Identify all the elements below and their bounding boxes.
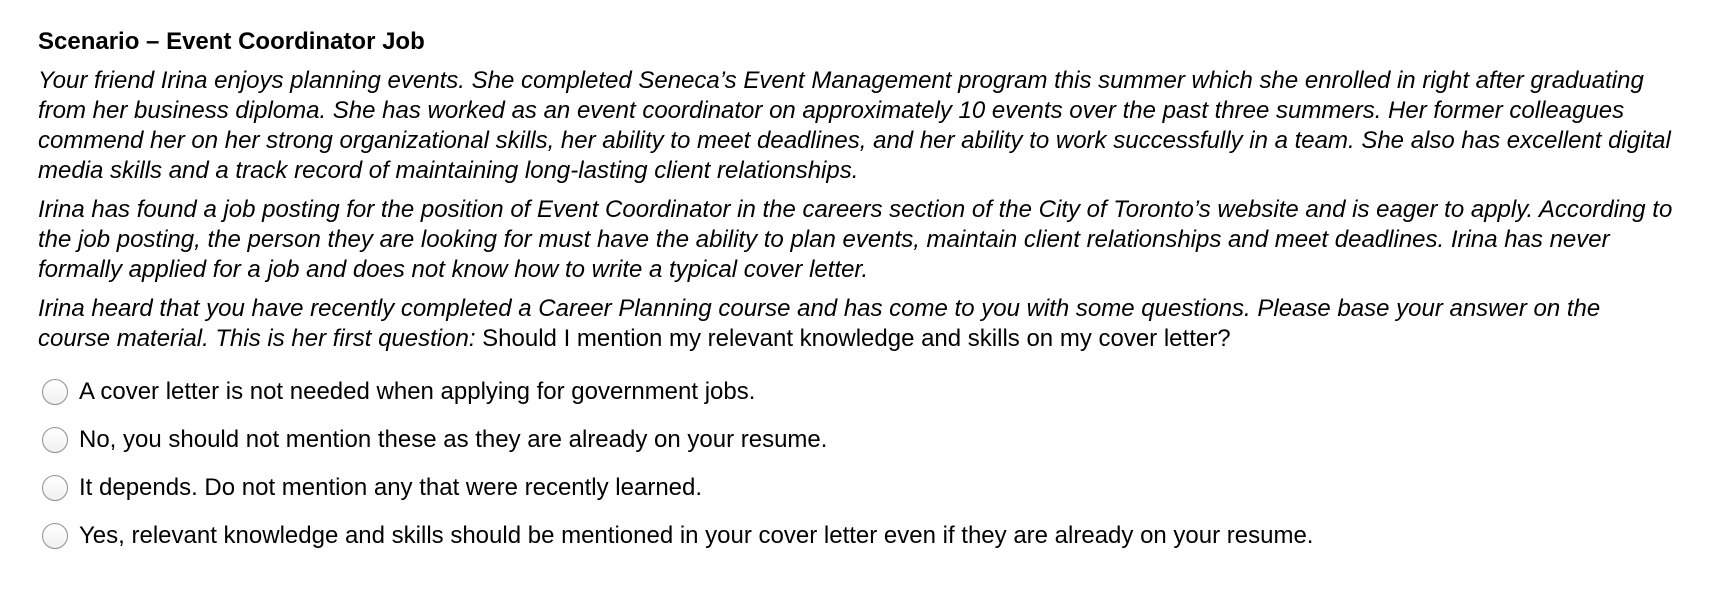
answer-option-1[interactable] bbox=[42, 368, 1678, 416]
answer-options bbox=[38, 368, 1678, 560]
scenario-paragraph-2: Irina has found a job posting for the position of Event Coordinator in the careers section of the City of Toronto’s website and is eager to apply. According to the job posting, the person they are looking for must have the ability to plan events, maintain client relationships and meet deadlines. Irina has never formally applied for a job and does not know how to write a typical cover letter. bbox=[38, 196, 1673, 283]
answer-option-3[interactable] bbox=[42, 464, 1678, 512]
question-container bbox=[38, 26, 1678, 560]
scenario-paragraph-1: Your friend Irina enjoys planning events. She completed Seneca’s Event Management program this summer which she enrolled in right after graduating from her business diploma. She has worked as an event coordinator on approximately 10 events over the past three summers. Her former colleagues commend her on her strong organizational skills, her ability to meet deadlines, and her ability to work successfully in a team. She also has excellent digital media skills and a track record of maintaining long-lasting client relationships. bbox=[38, 67, 1671, 184]
question-text: Should I mention my relevant knowledge and skills on my cover letter? bbox=[482, 325, 1231, 352]
answer-option-label[interactable]: Yes, relevant knowledge and skills should be mentioned in your cover letter even if they are already on your resume. bbox=[79, 522, 1314, 549]
answer-option-label[interactable]: It depends. Do not mention any that were recently learned. bbox=[79, 474, 703, 501]
question-intro: Irina heard that you have recently completed a Career Planning course and has come to you with some questions. Please base your answer on the course material. This is her first question: bbox=[38, 295, 1601, 352]
answer-option-label[interactable]: A cover letter is not needed when applying for government jobs. bbox=[79, 378, 756, 405]
radio-button[interactable] bbox=[42, 427, 68, 453]
question-paragraph bbox=[38, 294, 1678, 354]
answer-option-label[interactable]: No, you should not mention these as they are already on your resume. bbox=[79, 426, 828, 453]
radio-button[interactable] bbox=[42, 379, 68, 405]
radio-button[interactable] bbox=[42, 523, 68, 549]
answer-option-2[interactable] bbox=[42, 416, 1678, 464]
scenario-title: Scenario – Event Coordinator Job bbox=[38, 28, 425, 55]
answer-option-4[interactable] bbox=[42, 512, 1678, 560]
radio-button[interactable] bbox=[42, 475, 68, 501]
